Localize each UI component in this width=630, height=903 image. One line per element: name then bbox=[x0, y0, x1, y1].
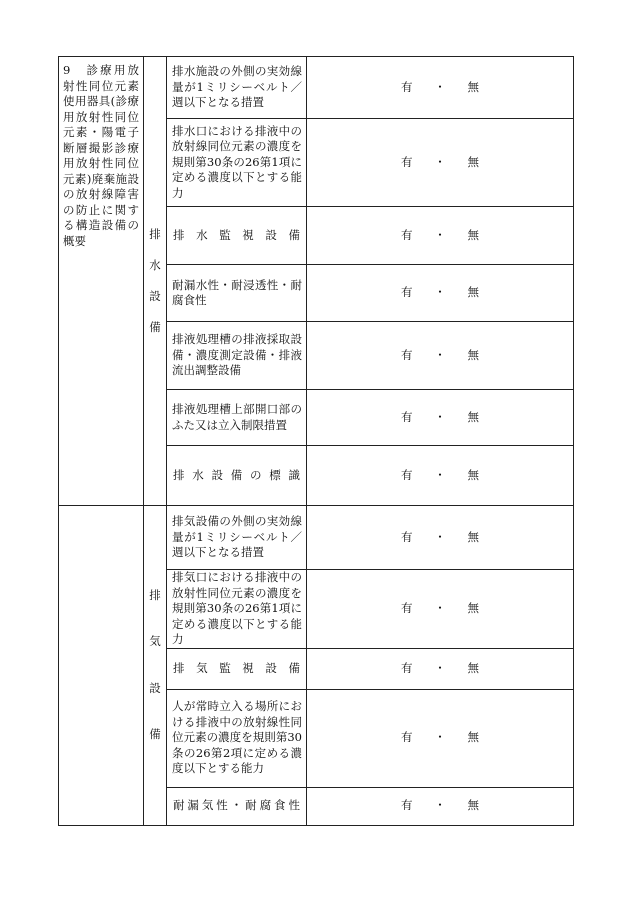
answer-cell: 有 ・ 無 bbox=[307, 390, 574, 446]
item-label: 排液処理槽の排液採取設備・濃度測定設備・排液流出調整設備 bbox=[167, 322, 307, 390]
answer-cell: 有 ・ 無 bbox=[307, 446, 574, 506]
section-number: 9 bbox=[63, 63, 71, 77]
answer-cell: 有 ・ 無 bbox=[307, 119, 574, 207]
answer-cell: 有 ・ 無 bbox=[307, 265, 574, 322]
group-label-drain: 排 水 設 備 bbox=[144, 57, 167, 506]
answer-cell: 有 ・ 無 bbox=[307, 506, 574, 570]
answer-cell: 有 ・ 無 bbox=[307, 570, 574, 649]
answer-cell: 有 ・ 無 bbox=[307, 57, 574, 119]
item-label: 排水口における排液中の放射線同位元素の濃度を規則第30条の26第1項に定める濃度以下とする能力 bbox=[167, 119, 307, 207]
item-label: 排水設備の標識 bbox=[167, 446, 307, 506]
item-label: 耐漏水性・耐浸透性・耐腐食性 bbox=[167, 265, 307, 322]
item-label: 排気設備の外側の実効線量が1ミリシーベルト／週以下となる措置 bbox=[167, 506, 307, 570]
item-label: 人が常時立入る場所における排液中の放射線性同位元素の濃度を規則第30条の26第2項に定める濃度以下とする能力 bbox=[167, 689, 307, 787]
item-label: 耐漏気性・耐腐食性 bbox=[167, 787, 307, 825]
answer-cell: 有 ・ 無 bbox=[307, 207, 574, 265]
section-title-continued bbox=[59, 506, 144, 826]
answer-cell: 有 ・ 無 bbox=[307, 689, 574, 787]
item-label: 排水監視設備 bbox=[167, 207, 307, 265]
item-label: 排気監視設備 bbox=[167, 648, 307, 689]
group-label-exhaust: 排 気 設 備 bbox=[144, 506, 167, 826]
structure-equipment-table bbox=[58, 56, 574, 826]
section-title: 診療用放射性同位元素使用器具(診療用放射性同位元素・陽電子断層撮影診療用放射性同位元素)廃棄施設の放射線障害の防止に関する構造設備の概要 bbox=[63, 63, 139, 248]
item-label: 排水施設の外側の実効線量が1ミリシーベルト／週以下となる措置 bbox=[167, 57, 307, 119]
item-label: 排気口における排液中の放射性同位元素の濃度を規則第30条の26第1項に定める濃度以下とする能力 bbox=[167, 570, 307, 649]
item-label: 排液処理槽上部開口部のふた又は立入制限措置 bbox=[167, 390, 307, 446]
answer-cell: 有 ・ 無 bbox=[307, 322, 574, 390]
answer-cell: 有 ・ 無 bbox=[307, 648, 574, 689]
section-title-cell bbox=[59, 57, 144, 506]
answer-cell: 有 ・ 無 bbox=[307, 787, 574, 825]
